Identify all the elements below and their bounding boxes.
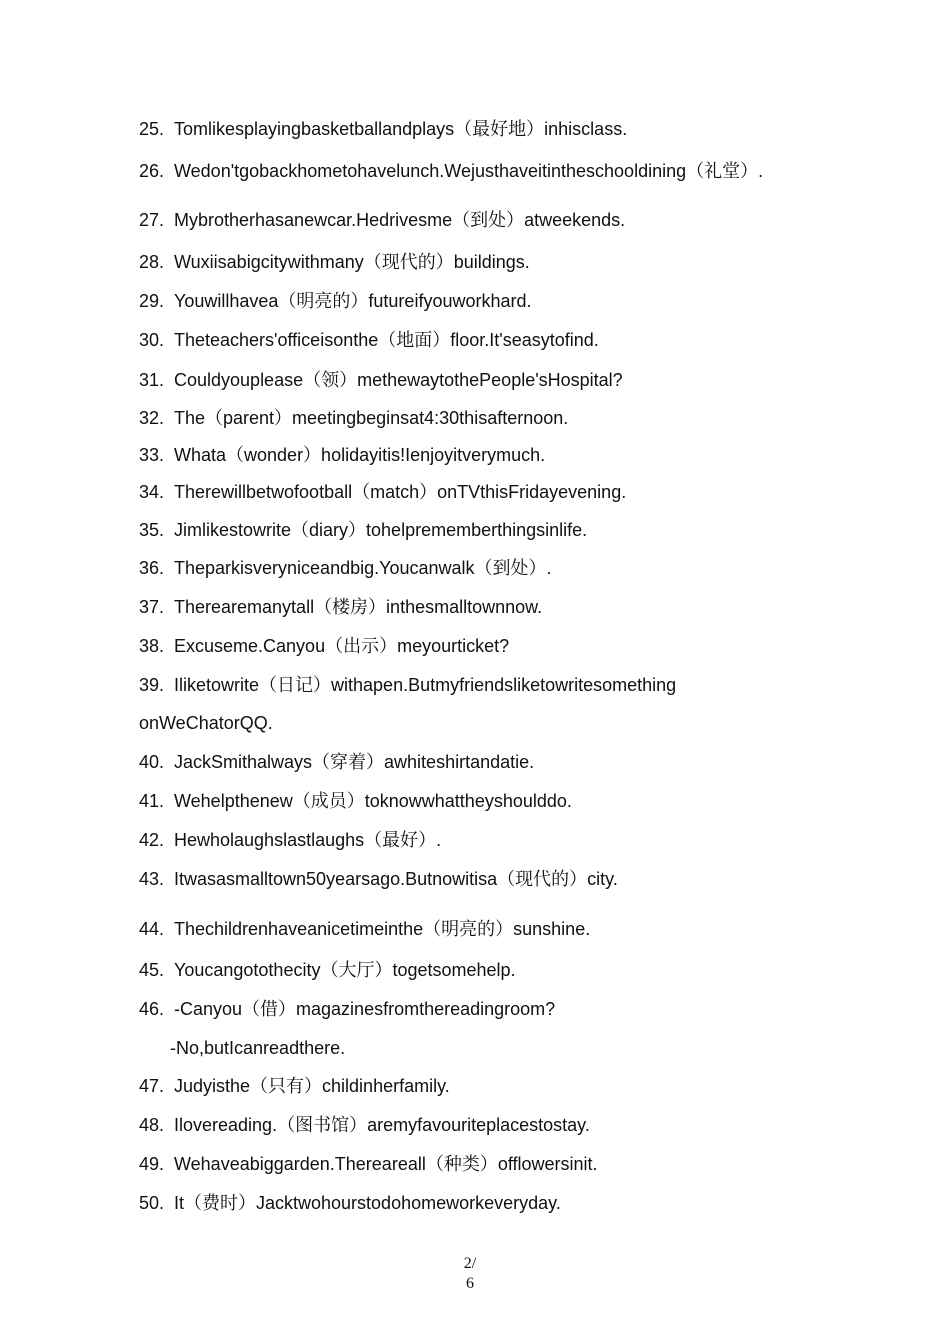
list-item: 50. It（费时）Jacktwohourstodohomeworkeveryday. <box>139 1193 561 1213</box>
page-number-line2: 6 <box>466 1275 474 1292</box>
list-item: 32. The（parent）meetingbeginsat4:30thisafternoon. <box>139 408 569 428</box>
list-item: 33. Whata（wonder）holidayitis!Ienjoyitverymuch. <box>139 445 546 465</box>
list-item-continuation: onWeChatorQQ. <box>139 713 273 733</box>
list-item: 40. JackSmithalways（穿着）awhiteshirtandatie. <box>139 752 535 772</box>
list-item: 44. Thechildrenhaveanicetimeinthe（明亮的）sunshine. <box>139 919 591 939</box>
list-item: 48. Ilovereading.（图书馆）aremyfavouriteplacestostay. <box>139 1115 590 1135</box>
list-item: 46. -Canyou（借）magazinesfromthereadingroom? <box>139 999 556 1019</box>
list-item: 49. Wehaveabiggarden.Thereareall（种类）offlowersinit. <box>139 1154 598 1174</box>
list-item: 36. Theparkisveryniceandbig.Youcanwalk（到处）. <box>139 558 552 578</box>
list-item: 35. Jimlikestowrite（diary）tohelprememberthingsinlife. <box>139 520 588 540</box>
list-item: 38. Excuseme.Canyou（出示）meyourticket? <box>139 636 510 656</box>
list-item: 45. Youcangotothecity（大厅）togetsomehelp. <box>139 960 516 980</box>
list-item: 29. Youwillhavea（明亮的）futureifyouworkhard. <box>139 291 532 311</box>
list-item: 30. Theteachers'officeisonthe（地面）floor.It'seasytofind. <box>139 330 599 350</box>
list-item: 27. Mybrotherhasanewcar.Hedrivesme（到处）atweekends. <box>139 210 626 230</box>
list-item: 25. Tomlikesplayingbasketballandplays（最好地）inhisclass. <box>139 119 628 139</box>
list-item-continuation: -No,butIcanreadthere. <box>170 1038 346 1058</box>
list-item: 31. Couldyouplease（领）methewaytothePeople'sHospital? <box>139 370 623 390</box>
list-item: 41. Wehelpthenew（成员）toknowwhattheyshoulddo. <box>139 791 572 811</box>
list-item: 39. Iliketowrite（日记）withapen.Butmyfriendsliketowritesomething <box>139 675 677 695</box>
list-item: 34. Therewillbetwofootball（match）onTVthisFridayevening. <box>139 482 627 502</box>
list-item: 28. Wuxiisabigcitywithmany（现代的）buildings. <box>139 252 530 272</box>
list-item: 37. Therearemanytall（楼房）inthesmalltownnow. <box>139 597 543 617</box>
list-item: 42. Hewholaughslastlaughs（最好）. <box>139 830 442 850</box>
list-item: 47. Judyisthe（只有）childinherfamily. <box>139 1076 450 1096</box>
list-item: 43. Itwasasmalltown50yearsago.Butnowitisa（现代的）city. <box>139 869 618 889</box>
page-number-line1: 2/ <box>463 1255 477 1272</box>
list-item: 26. Wedon'tgobackhometohavelunch.Wejusthaveitintheschooldining（礼堂）. <box>139 161 764 181</box>
